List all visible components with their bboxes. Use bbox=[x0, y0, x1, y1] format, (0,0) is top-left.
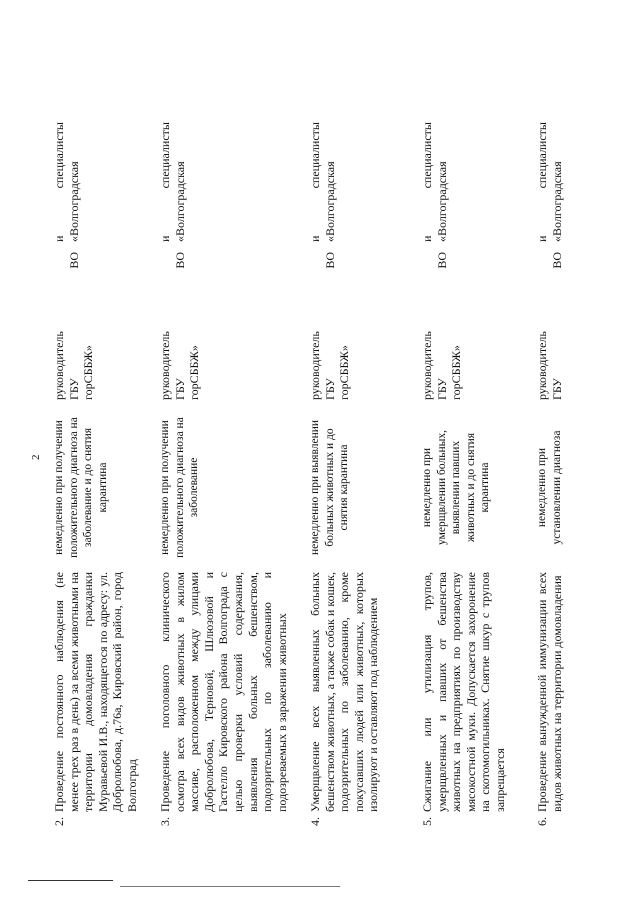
measure-timing: немедленно при умерщвлении больных, выявлении павших животных и до снятия карантина bbox=[421, 430, 492, 545]
responsible-title: руководитель bbox=[420, 331, 434, 400]
responsible-org: ВО bbox=[549, 252, 564, 269]
measure-description: Проведение постоянного наблюдения (не менее трех раз в день) за всеми животными на территории домовладения гражданки Муравьевой И.В., находящегося по адресу: ул. Добролюбова, д.76а, Кировский район, город Волгоград bbox=[52, 572, 139, 812]
row-number: 5. bbox=[420, 817, 434, 826]
responsible-title: руководитель bbox=[158, 331, 172, 400]
specialists-label: специалисты bbox=[308, 122, 322, 189]
responsible-org: ГБУ bbox=[434, 378, 449, 400]
specialists-label: специалисты bbox=[52, 122, 66, 189]
conjunction: и bbox=[535, 235, 549, 242]
specialists-block bbox=[158, 92, 187, 242]
measure-timing: немедленно при получении положительного диагноза на заболевание bbox=[159, 417, 201, 558]
divider bbox=[28, 880, 113, 881]
measure-description: Умерщвление всех выявленных больных бешенством животных, а также собак и кошек, подозрительных по заболеванию, кроме покусавших людей или животных, которых изолируют и оставляют под наблюдением bbox=[308, 572, 381, 812]
specialists-label: специалисты bbox=[420, 122, 434, 189]
responsible-org: ГБУ bbox=[172, 378, 187, 400]
conjunction: и bbox=[308, 235, 322, 242]
specialists-org: «Волгоградская bbox=[549, 161, 564, 242]
responsible-org: ГБУ bbox=[322, 378, 337, 400]
responsible-org: горСББЖ» bbox=[81, 345, 96, 400]
divider bbox=[120, 886, 340, 887]
specialists-block bbox=[308, 92, 337, 242]
responsible-block bbox=[158, 240, 202, 400]
responsible-org: горСББЖ» bbox=[337, 345, 352, 400]
responsible-org: ВО bbox=[434, 252, 449, 269]
measure-description: Сжигание или утилизация трупов, умерщвленных и павших от бешенства животных на предприятиях по производству мясокостной муки. Допускается захоронение на скотомогильниках. Снятие шкур с трупов запрещается bbox=[420, 572, 507, 812]
conjunction: и bbox=[158, 235, 172, 242]
specialists-label: специалисты bbox=[158, 122, 172, 189]
responsible-org: ВО bbox=[66, 252, 81, 269]
responsible-title: руководитель bbox=[52, 331, 66, 400]
row-number: 4. bbox=[308, 817, 322, 826]
row-number: 2. bbox=[52, 817, 66, 826]
page-number: 2 bbox=[30, 454, 42, 460]
measure-timing: немедленно при выявлении больных животных и до снятия карантина bbox=[309, 419, 351, 556]
conjunction: и bbox=[420, 235, 434, 242]
responsible-org: ВО bbox=[172, 252, 187, 269]
specialists-org: «Волгоградская bbox=[434, 161, 449, 242]
specialists-block bbox=[52, 92, 81, 242]
specialists-block bbox=[535, 92, 564, 242]
responsible-block bbox=[535, 240, 564, 400]
measure-timing: немедленно при получении положительного диагноза на заболевание и до снятия карантина bbox=[53, 417, 109, 558]
specialists-block bbox=[420, 92, 449, 242]
specialists-org: «Волгоградская bbox=[66, 161, 81, 242]
measure-timing: немедленно при установлении диагноза bbox=[536, 430, 563, 545]
conjunction: и bbox=[52, 235, 66, 242]
measure-description: Проведение поголовного клинического осмотра всех видов животных в жилом массиве, расположенном между улицами Добролюбова, Терновой, Шлюзовой и Гастелло Кировского района Волгограда с целью проверки условий содержания, выявления больных бешенством, подозрительных по заболеванию и подозреваемых в заражении животных bbox=[158, 572, 289, 812]
responsible-org: ВО bbox=[322, 252, 337, 269]
measure-description: Проведение вынужденной иммунизации всех видов животных на территории домовладения bbox=[535, 572, 564, 812]
specialists-org: «Волгоградская bbox=[322, 161, 337, 242]
responsible-block bbox=[308, 240, 352, 400]
responsible-org: ГБУ bbox=[66, 378, 81, 400]
specialists-org: «Волгоградская bbox=[172, 161, 187, 242]
responsible-title: руководитель bbox=[308, 331, 322, 400]
responsible-block bbox=[52, 240, 96, 400]
responsible-org: горСББЖ» bbox=[187, 345, 202, 400]
row-number: 6. bbox=[535, 817, 549, 826]
row-number: 3. bbox=[158, 817, 172, 826]
responsible-title: руководитель bbox=[535, 331, 549, 400]
responsible-org: ГБУ bbox=[549, 378, 564, 400]
specialists-label: специалисты bbox=[535, 122, 549, 189]
responsible-org: горСББЖ» bbox=[449, 345, 464, 400]
responsible-block bbox=[420, 240, 464, 400]
